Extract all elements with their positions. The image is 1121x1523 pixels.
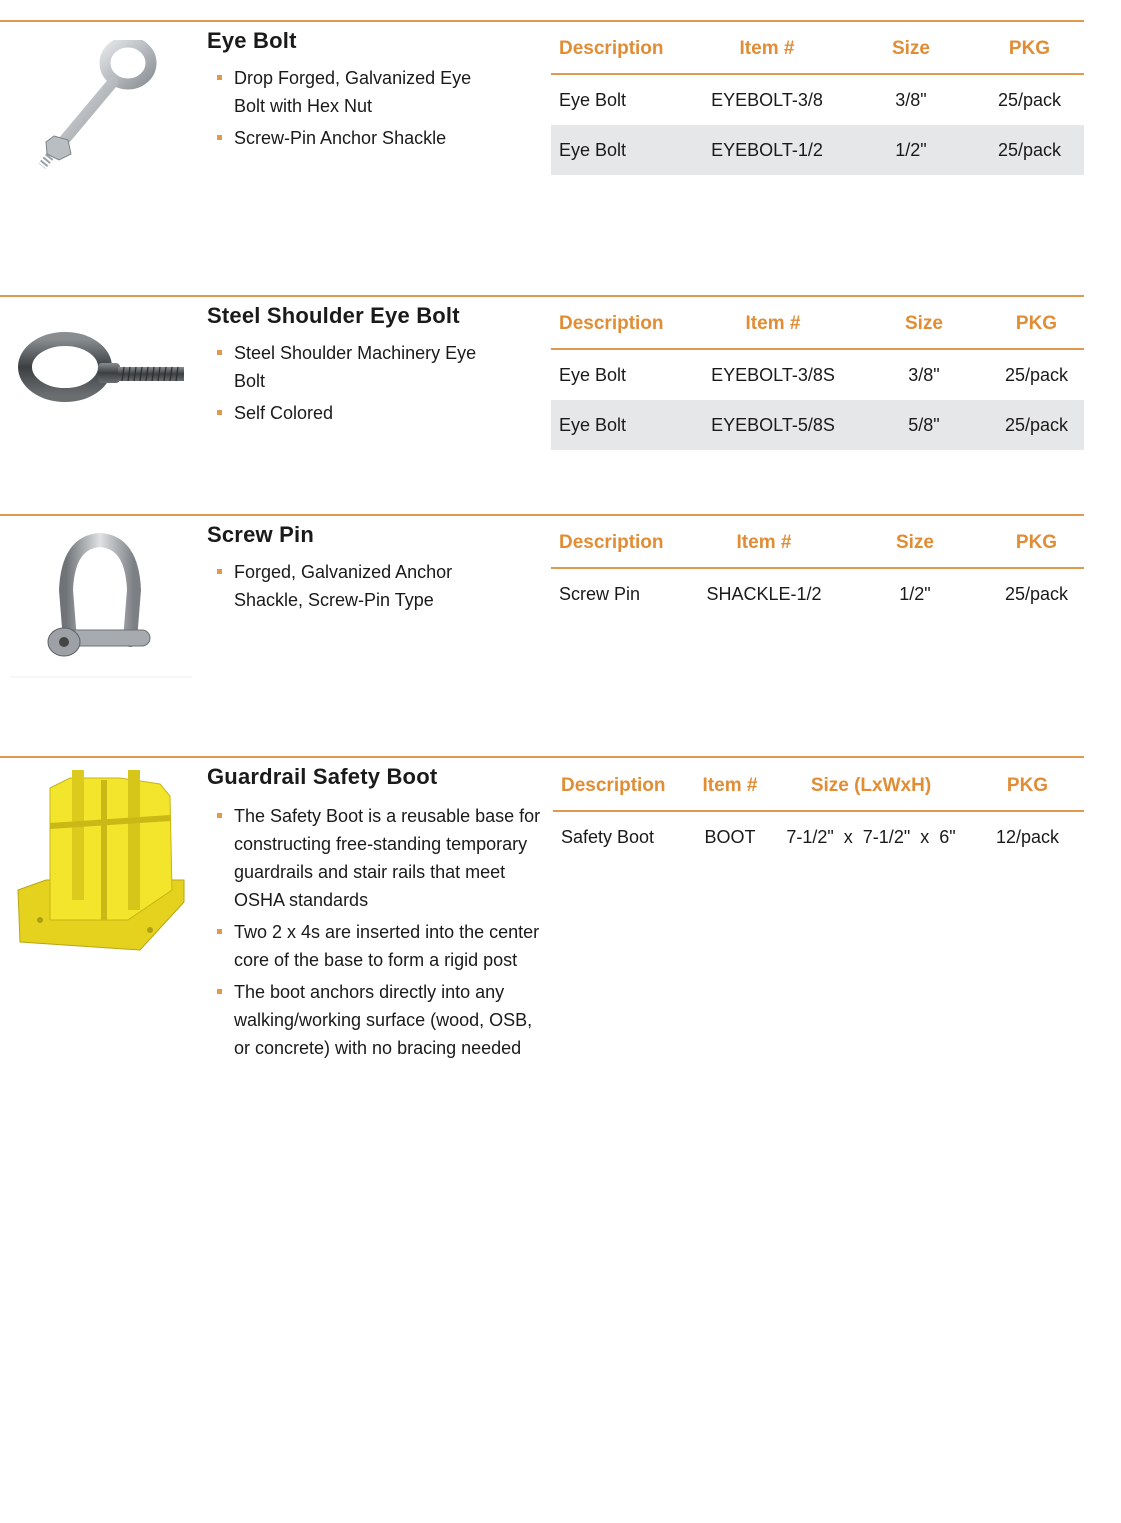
cell-size: 5/8" <box>859 400 989 450</box>
section-divider <box>0 514 1084 516</box>
table-header-row <box>551 300 1084 349</box>
table-row <box>553 811 1084 862</box>
cell-description: Eye Bolt <box>559 364 627 385</box>
col-size: Size <box>859 300 989 349</box>
cell-size: 3/8" <box>908 364 940 385</box>
col-item: Item # <box>687 25 847 74</box>
cell-pkg: 25/pack <box>997 89 1062 110</box>
feature-item: The Safety Boot is a reusable base for constructing free-standing temporary guardrails and stair rails that meet OSHA standards <box>207 802 549 914</box>
feature-item: Screw-Pin Anchor Shackle <box>207 124 482 152</box>
shackle-image <box>10 530 190 678</box>
product-title: Screw Pin <box>207 522 314 547</box>
cell-pkg: 25/pack <box>1004 583 1069 604</box>
col-size: Size (LxWxH) <box>771 762 971 811</box>
table-row <box>551 125 1084 175</box>
feature-item: Steel Shoulder Machinery Eye Bolt <box>207 339 482 395</box>
feature-list <box>207 558 502 618</box>
cell-size: 1/2" <box>899 583 931 604</box>
cell-item: SHACKLE-1/2 <box>706 583 822 604</box>
cell-size: 7-1/2" x 7-1/2" x 6" <box>786 826 956 847</box>
feature-item: The boot anchors directly into any walking/working surface (wood, OSB, or concrete) with no bracing needed <box>207 978 549 1062</box>
col-pkg: PKG <box>989 300 1084 349</box>
cell-item: EYEBOLT-3/8 <box>711 89 823 110</box>
safety-boot-image <box>10 770 190 955</box>
feature-list <box>207 802 549 1066</box>
cell-size: 3/8" <box>895 89 927 110</box>
cell-item: EYEBOLT-1/2 <box>687 125 847 175</box>
cell-description: Screw Pin <box>559 583 641 604</box>
cell-description: Safety Boot <box>561 826 655 847</box>
col-pkg: PKG <box>989 519 1084 568</box>
feature-list <box>207 339 482 431</box>
feature-item: Two 2 x 4s are inserted into the center core of the base to form a rigid post <box>207 918 549 974</box>
section-divider <box>0 295 1084 297</box>
table-header-row <box>551 519 1084 568</box>
cell-pkg: 12/pack <box>995 826 1060 847</box>
col-size: Size <box>847 25 975 74</box>
product-title: Steel Shoulder Eye Bolt <box>207 303 460 328</box>
eye-bolt-image <box>10 40 190 175</box>
cell-item: EYEBOLT-5/8S <box>687 400 859 450</box>
cell-item: BOOT <box>704 826 756 847</box>
col-item: Item # <box>687 300 859 349</box>
feature-item: Self Colored <box>207 399 482 427</box>
cell-pkg: 25/pack <box>989 400 1084 450</box>
col-pkg: PKG <box>975 25 1084 74</box>
spec-table <box>551 519 1084 619</box>
spec-table <box>553 762 1084 862</box>
spec-table <box>551 25 1084 175</box>
cell-description: Eye Bolt <box>551 400 687 450</box>
section-divider <box>0 756 1084 758</box>
feature-item: Forged, Galvanized Anchor Shackle, Screw-Pin Type <box>207 558 502 614</box>
spec-table <box>551 300 1084 450</box>
col-size: Size <box>841 519 989 568</box>
col-description: Description <box>553 762 689 811</box>
table-row <box>551 400 1084 450</box>
col-item: Item # <box>687 519 841 568</box>
table-row <box>551 568 1084 619</box>
col-pkg: PKG <box>971 762 1084 811</box>
section-divider <box>0 20 1084 22</box>
cell-size: 1/2" <box>847 125 975 175</box>
feature-item: Drop Forged, Galvanized Eye Bolt with Hex Nut <box>207 64 482 120</box>
col-description: Description <box>551 519 687 568</box>
product-title: Eye Bolt <box>207 28 297 53</box>
cell-item: EYEBOLT-3/8S <box>711 364 835 385</box>
cell-pkg: 25/pack <box>975 125 1084 175</box>
product-title: Guardrail Safety Boot <box>207 764 438 789</box>
cell-description: Eye Bolt <box>559 89 627 110</box>
table-row <box>551 74 1084 125</box>
feature-list <box>207 64 482 156</box>
cell-description: Eye Bolt <box>551 125 687 175</box>
shoulder-eye-bolt-image <box>10 325 190 415</box>
col-description: Description <box>551 300 687 349</box>
cell-pkg: 25/pack <box>1004 364 1069 385</box>
table-row <box>551 349 1084 400</box>
col-description: Description <box>551 25 687 74</box>
table-header-row <box>551 25 1084 74</box>
table-header-row <box>553 762 1084 811</box>
col-item: Item # <box>689 762 771 811</box>
